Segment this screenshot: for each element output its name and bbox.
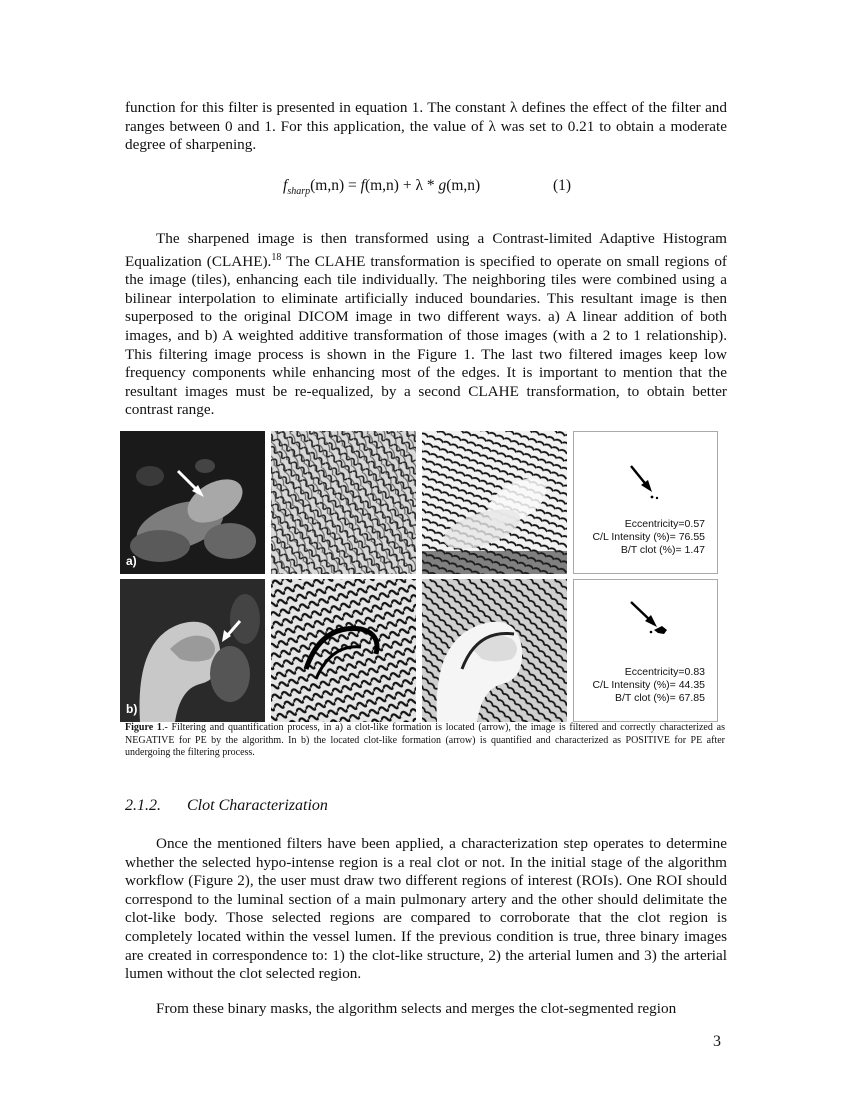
page-number: 3 [713, 1033, 721, 1050]
figure-1-caption [125, 722, 725, 760]
row-a-sharpened-image [271, 431, 416, 574]
row-b-bt-clot: B/T clot (%)= 67.85 [615, 692, 705, 704]
reference-superscript: 18 [271, 251, 282, 263]
row-a-eccentricity: Eccentricity=0.57 [624, 518, 705, 530]
row-b-label: b) [126, 702, 138, 716]
paragraph-characterization: Once the mentioned filters have been applied, a characterization step operates to determine whether the selected hypo-intense region is a real clot or not. In the initial stage of the algorithm workflow (Figure 2), the user must draw two different regions of interest (ROIs). One ROI should correspond to the luminal section of a main pulmonary artery and the other should delimitate the clot-like body. Those selected regions are compared to corroborate that the clot region is completely located within the vessel lumen. If the previous condition is true, three binary images are created in correspondence to: 1) the clot-like structure, 2) the arterial lumen and 3) the arterial lumen without the clot selected region. [125, 835, 727, 983]
row-b-clahe-linear-image [422, 579, 567, 722]
row-b-stats [592, 666, 705, 705]
row-b-eccentricity: Eccentricity=0.83 [624, 666, 705, 678]
paragraph-binary-masks: From these binary masks, the algorithm selects and merges the clot-segmented region [156, 1000, 677, 1017]
section-heading [125, 797, 328, 815]
equation-number: (1) [553, 177, 572, 194]
row-a-stats [592, 518, 705, 557]
section-number: 2.1.2. [125, 797, 161, 814]
row-a-bt-clot: B/T clot (%)= 1.47 [620, 544, 705, 556]
row-b-cl-intensity: C/L Intensity (%)= 44.35 [592, 679, 705, 691]
row-a-quantification-panel [573, 431, 718, 574]
paragraph-filter-function: function for this filter is presented in equation 1. The constant λ defines the effect of the filter and ranges between 0 and 1. For this application, the value of λ was set to 0.21 to obtain a moderate degree of sharpening. [125, 99, 727, 154]
row-a-original-ct-image [120, 431, 265, 574]
row-a-cl-intensity: C/L Intensity (%)= 76.55 [592, 531, 705, 543]
figure-1 [120, 431, 720, 723]
row-b-original-ct-image [120, 579, 265, 722]
caption-text: .- Filtering and quantification process, in a) a clot-like formation is located (arrow), the image is filtered and correctly characterized as NEGATIVE for PE by the algorithm. In b) the located clot-like formation (arrow) is quantified and characterized as POSITIVE for PE after undergoing the filtering process. [125, 722, 725, 759]
row-a-label: a) [126, 554, 137, 568]
equation-1 [125, 177, 727, 203]
row-b-sharpened-image [271, 579, 416, 722]
section-title: Clot Characterization [187, 797, 328, 814]
row-a-clahe-linear-image [422, 431, 567, 574]
equation-body: $f_{sharp}(m,n) = f(m,n) + \lambda * g(m,n)$ [283, 177, 481, 198]
row-b-quantification-panel [573, 579, 718, 722]
row-a-texture-svg [271, 431, 416, 574]
paragraph-clahe: The sharpened image is then transformed using a Contrast-limited Adaptive Histogram Equalization (CLAHE).$^{18}$ The CLAHE transformation is specified to operate on small regions of the image (tiles), enhancing each tile individually. The neighboring tiles were combined using a bilinear interpolation to eliminate artificially induced boundaries. This resultant image is then superposed to the original DICOM image in two different ways. a) A linear addition of both images, and b) A weighted additive transformation of those images (with a 2 to 1 relationship). This filtering image process is shown in the Figure 1. The last two filtered images keep low frequency components while enhancing most of the edges. It is important to mention that the resultant images must be re-equalized, by a second CLAHE transformation, to obtain better contrast range. [125, 230, 727, 419]
caption-label: Figure 1 [125, 722, 162, 733]
